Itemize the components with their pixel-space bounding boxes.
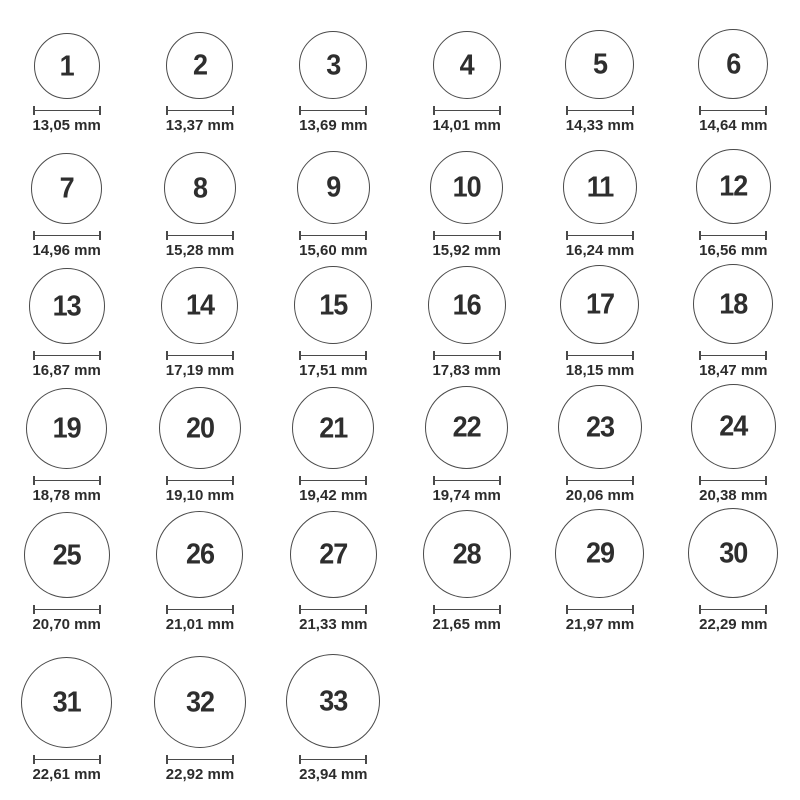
ring-size-row: [0, 504, 800, 633]
ring-circle: [34, 33, 100, 99]
diameter-label: 22,92 mm: [165, 766, 235, 783]
ring-size-item: [0, 388, 133, 504]
measure-line-bar: [301, 355, 365, 356]
ring-size-row: [0, 6, 800, 134]
diameter-label: 15,28 mm: [165, 242, 235, 259]
ring-circle: [29, 268, 105, 344]
ring-size-number: 7: [59, 172, 74, 204]
ring-circle: [161, 267, 238, 344]
diameter-label: 14,33 mm: [565, 117, 635, 134]
ring-size-item: [133, 656, 266, 783]
measure-line-bar: [435, 110, 499, 111]
ring-size-row: [0, 379, 800, 504]
ring-size-row: [0, 633, 800, 783]
measure-line-bar: [301, 480, 365, 481]
ring-circle: [698, 29, 768, 99]
ring-size-number: 9: [326, 171, 341, 203]
diameter-label: 23,94 mm: [299, 766, 368, 783]
ring-size-number: 13: [52, 289, 81, 322]
ring-size-item: [133, 511, 266, 633]
measure-line-bar: [168, 355, 232, 356]
ring-size-item: [400, 31, 533, 134]
ring-size-number: 18: [719, 287, 748, 320]
ring-size-number: 5: [592, 48, 607, 80]
ring-size-item: [0, 268, 133, 379]
diameter-label: 15,92 mm: [432, 242, 501, 259]
ring-size-item: [533, 509, 666, 633]
ring-size-item: [667, 29, 800, 134]
diameter-label: 20,38 mm: [699, 487, 768, 504]
ring-size-number: 12: [719, 170, 748, 202]
ring-size-number: 25: [52, 538, 81, 571]
ring-size-number: 14: [185, 289, 214, 321]
diameter-measure-line: [166, 605, 234, 614]
diameter-label: 20,70 mm: [32, 616, 101, 633]
diameter-label: 14,01 mm: [432, 117, 501, 134]
ring-circle: [433, 31, 501, 99]
diameter-measure-line: [299, 755, 367, 764]
ring-size-number: 31: [52, 686, 81, 718]
ring-size-number: 8: [192, 171, 207, 204]
ring-size-number: 2: [192, 49, 207, 81]
ring-size-number: 28: [452, 537, 481, 570]
diameter-label: 22,29 mm: [699, 616, 768, 633]
diameter-label: 21,97 mm: [565, 616, 635, 633]
diameter-measure-line: [566, 106, 634, 115]
ring-size-number: 16: [452, 288, 481, 321]
ring-size-item: [400, 151, 533, 259]
ring-size-item: [533, 265, 666, 379]
measure-line-bar: [435, 480, 499, 481]
diameter-label: 20,06 mm: [565, 487, 635, 504]
diameter-label: 21,01 mm: [165, 616, 235, 633]
diameter-label: 17,19 mm: [165, 362, 235, 379]
measure-line-bar: [435, 355, 499, 356]
measure-line-bar: [35, 355, 99, 356]
ring-size-number: 6: [726, 47, 741, 80]
ring-size-item: [533, 385, 666, 504]
ring-size-item: [267, 266, 400, 379]
diameter-measure-line: [166, 755, 234, 764]
measure-line-bar: [35, 759, 99, 760]
diameter-label: 17,83 mm: [432, 362, 501, 379]
diameter-label: 21,33 mm: [299, 616, 368, 633]
ring-size-number: 21: [319, 411, 348, 444]
diameter-measure-line: [299, 605, 367, 614]
ring-size-grid: [0, 6, 800, 783]
measure-line-bar: [435, 609, 499, 610]
ring-size-item: [400, 386, 533, 504]
ring-circle: [560, 265, 639, 344]
diameter-label: 21,65 mm: [432, 616, 501, 633]
diameter-measure-line: [299, 351, 367, 360]
measure-line-bar: [701, 609, 765, 610]
measure-line-bar: [301, 110, 365, 111]
ring-circle: [558, 385, 642, 469]
diameter-label: 17,51 mm: [299, 362, 368, 379]
measure-line-bar: [701, 480, 765, 481]
measure-line-bar: [701, 110, 765, 111]
ring-circle: [430, 151, 503, 224]
ring-size-item: [267, 654, 400, 783]
ring-circle: [26, 388, 107, 469]
diameter-measure-line: [33, 755, 101, 764]
ring-size-item: [0, 512, 133, 633]
measure-line-bar: [568, 235, 632, 236]
diameter-label: 18,47 mm: [699, 362, 768, 379]
diameter-measure-line: [433, 231, 501, 240]
ring-circle: [286, 654, 380, 748]
diameter-measure-line: [566, 476, 634, 485]
diameter-label: 18,78 mm: [32, 487, 101, 504]
ring-size-item: [400, 510, 533, 633]
ring-size-number: 24: [719, 410, 748, 442]
ring-size-number: 23: [585, 410, 614, 443]
diameter-measure-line: [566, 231, 634, 240]
diameter-label: 19,42 mm: [299, 487, 368, 504]
ring-size-item: [133, 32, 266, 134]
diameter-measure-line: [33, 231, 101, 240]
diameter-label: 13,05 mm: [32, 117, 101, 134]
diameter-measure-line: [699, 231, 767, 240]
diameter-measure-line: [166, 106, 234, 115]
ring-circle: [290, 511, 377, 598]
diameter-label: 22,61 mm: [32, 766, 101, 783]
measure-line-bar: [35, 609, 99, 610]
ring-circle: [292, 387, 374, 469]
ring-size-item: [533, 30, 666, 134]
diameter-label: 14,96 mm: [32, 242, 101, 259]
diameter-label: 14,64 mm: [699, 117, 768, 134]
diameter-measure-line: [33, 476, 101, 485]
ring-size-number: 29: [585, 537, 614, 569]
diameter-measure-line: [699, 106, 767, 115]
ring-size-item: [667, 384, 800, 504]
diameter-measure-line: [299, 231, 367, 240]
measure-line-bar: [701, 355, 765, 356]
ring-size-item: [667, 149, 800, 259]
measure-line-bar: [168, 110, 232, 111]
ring-size-number: 11: [586, 170, 614, 203]
measure-line-bar: [568, 609, 632, 610]
ring-circle: [297, 151, 370, 224]
measure-line-bar: [568, 110, 632, 111]
ring-size-item: [0, 33, 133, 134]
ring-size-number: 26: [185, 538, 214, 570]
diameter-label: 13,69 mm: [299, 117, 368, 134]
ring-size-number: 30: [719, 536, 748, 569]
measure-line-bar: [35, 235, 99, 236]
diameter-label: 16,56 mm: [699, 242, 768, 259]
ring-circle: [555, 509, 644, 598]
ring-circle: [21, 657, 112, 748]
measure-line-bar: [568, 355, 632, 356]
ring-circle: [691, 384, 776, 469]
ring-size-item: [267, 151, 400, 259]
ring-size-number: 20: [185, 411, 214, 444]
diameter-measure-line: [566, 605, 634, 614]
ring-circle: [154, 656, 246, 748]
measure-line-bar: [435, 235, 499, 236]
ring-circle: [693, 264, 773, 344]
diameter-measure-line: [699, 605, 767, 614]
ring-circle: [24, 512, 110, 598]
ring-circle: [423, 510, 511, 598]
ring-size-number: 32: [185, 685, 214, 718]
diameter-measure-line: [299, 106, 367, 115]
measure-line-bar: [568, 480, 632, 481]
diameter-measure-line: [166, 351, 234, 360]
ring-size-number: 17: [585, 288, 614, 320]
diameter-measure-line: [699, 476, 767, 485]
ring-size-item: [667, 264, 800, 379]
ring-size-number: 10: [452, 171, 481, 203]
measure-line-bar: [301, 759, 365, 760]
ring-circle: [688, 508, 778, 598]
ring-size-item: [267, 31, 400, 134]
diameter-label: 18,15 mm: [565, 362, 635, 379]
measure-line-bar: [168, 609, 232, 610]
measure-line-bar: [701, 235, 765, 236]
ring-size-item: [0, 657, 133, 783]
ring-size-row: [0, 134, 800, 259]
diameter-measure-line: [433, 106, 501, 115]
ring-size-item: [0, 153, 133, 259]
ring-circle: [299, 31, 367, 99]
ring-size-number: 27: [319, 538, 348, 570]
ring-size-item: [667, 508, 800, 633]
ring-size-item: [267, 387, 400, 504]
diameter-measure-line: [566, 351, 634, 360]
diameter-measure-line: [433, 605, 501, 614]
ring-size-number: 3: [326, 48, 341, 81]
diameter-measure-line: [299, 476, 367, 485]
diameter-measure-line: [33, 106, 101, 115]
measure-line-bar: [35, 110, 99, 111]
measure-line-bar: [35, 480, 99, 481]
ring-size-number: 19: [52, 412, 81, 444]
ring-size-item: [400, 266, 533, 379]
measure-line-bar: [168, 759, 232, 760]
ring-circle: [696, 149, 771, 224]
ring-size-number: 1: [59, 49, 74, 82]
measure-line-bar: [168, 480, 232, 481]
diameter-measure-line: [33, 351, 101, 360]
ring-size-item: [267, 511, 400, 633]
diameter-measure-line: [699, 351, 767, 360]
measure-line-bar: [301, 235, 365, 236]
ring-size-number: 15: [319, 288, 348, 321]
ring-circle: [563, 150, 637, 224]
ring-circle: [294, 266, 372, 344]
ring-size-item: [133, 152, 266, 259]
ring-circle: [159, 387, 241, 469]
ring-size-item: [533, 150, 666, 259]
diameter-label: 19,10 mm: [165, 487, 235, 504]
ring-circle: [166, 32, 233, 99]
diameter-label: 16,24 mm: [565, 242, 635, 259]
diameter-label: 15,60 mm: [299, 242, 368, 259]
diameter-label: 19,74 mm: [432, 487, 501, 504]
diameter-measure-line: [166, 476, 234, 485]
measure-line-bar: [301, 609, 365, 610]
ring-circle: [565, 30, 634, 99]
diameter-label: 16,87 mm: [32, 362, 101, 379]
diameter-measure-line: [433, 351, 501, 360]
measure-line-bar: [168, 235, 232, 236]
diameter-measure-line: [166, 231, 234, 240]
diameter-measure-line: [433, 476, 501, 485]
diameter-measure-line: [33, 605, 101, 614]
ring-size-number: 4: [459, 48, 474, 81]
ring-circle: [156, 511, 243, 598]
ring-size-item: [133, 387, 266, 504]
ring-size-number: 33: [319, 684, 348, 717]
ring-size-number: 22: [452, 411, 481, 443]
ring-circle: [164, 152, 236, 224]
ring-circle: [428, 266, 506, 344]
diameter-label: 13,37 mm: [165, 117, 235, 134]
ring-size-item: [133, 267, 266, 379]
ring-circle: [425, 386, 508, 469]
ring-size-row: [0, 259, 800, 379]
ring-circle: [31, 153, 102, 224]
